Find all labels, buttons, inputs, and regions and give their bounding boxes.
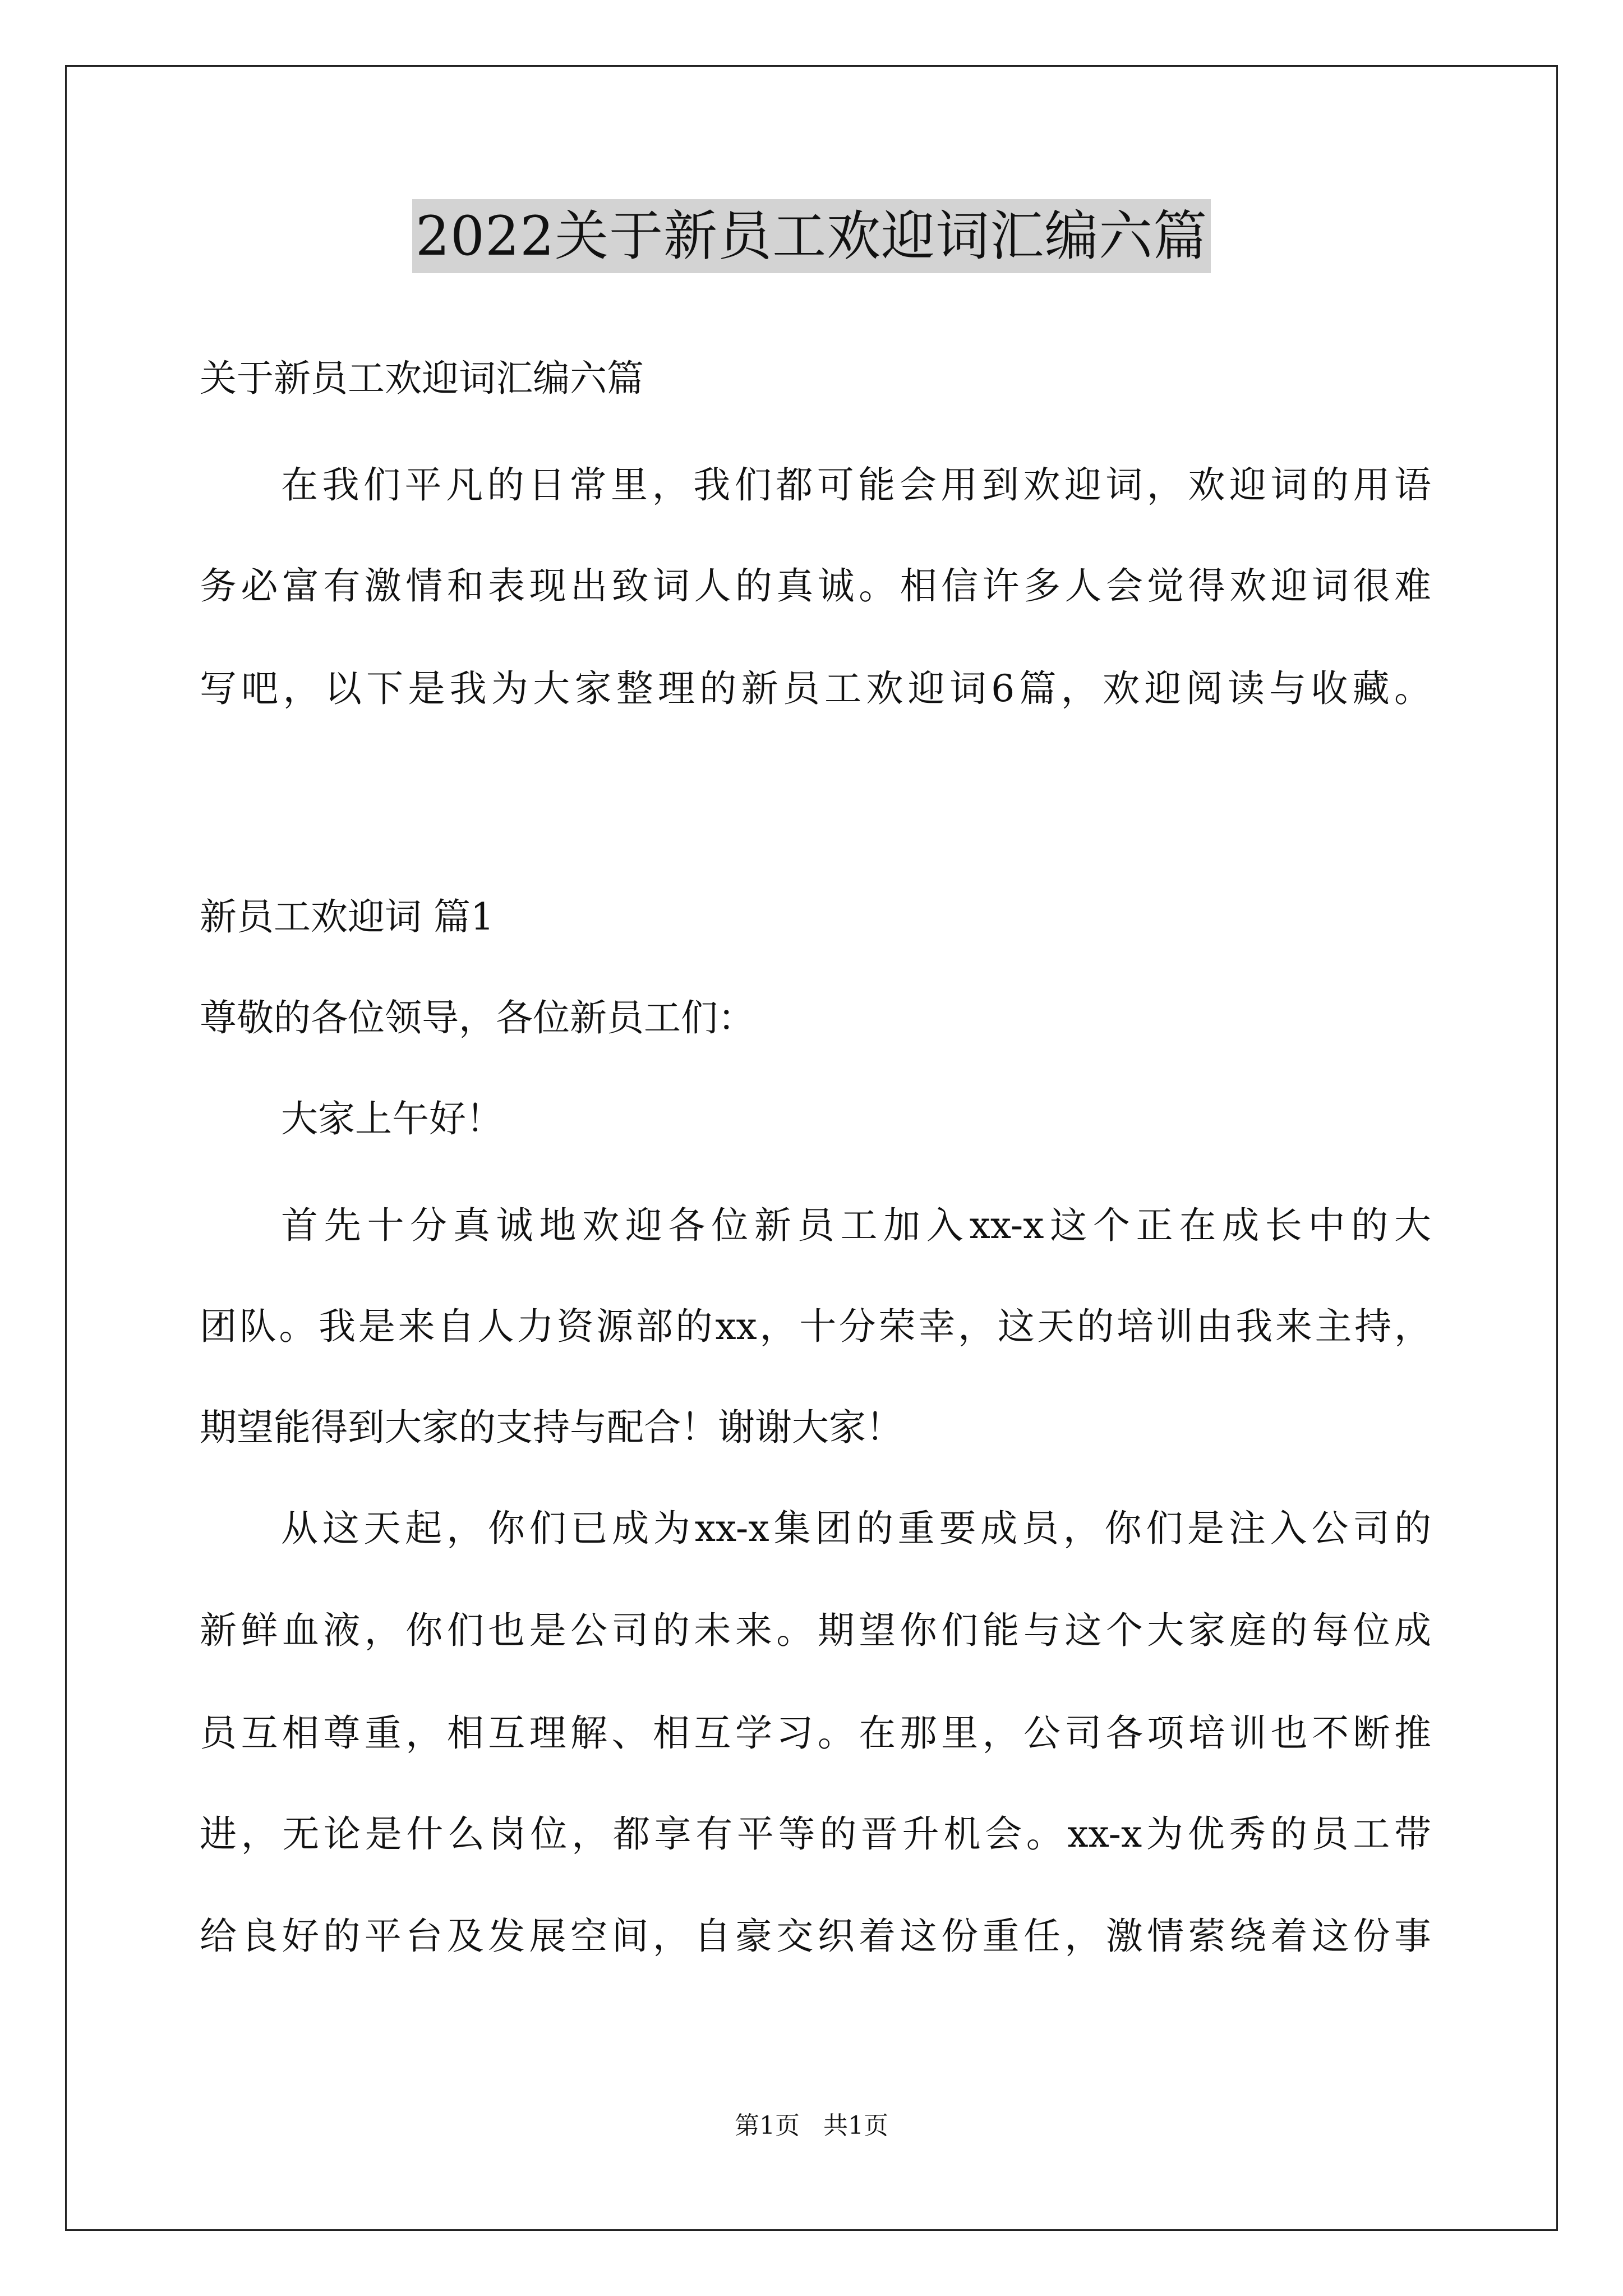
paragraph2-line-5: 给良好的平台及发展空间，自豪交织着这份重任，激情萦绕着这份事 [200, 1915, 1431, 1958]
document-subtitle: 关于新员工欢迎词汇编六篇 [200, 357, 644, 400]
salutation: 尊敬的各位领导，各位新员工们： [200, 996, 755, 1039]
greeting: 大家上午好！ [281, 1097, 503, 1140]
paragraph2-line-4: 进，无论是什么岗位，都享有平等的晋升机会。xx-x为优秀的员工带 [200, 1812, 1431, 1856]
page-number-footer: 第1页 共1页 [735, 2111, 888, 2140]
paragraph1-line-2: 团队。我是来自人力资源部的xx，十分荣幸，这天的培训由我来主持， [200, 1305, 1431, 1348]
section-heading: 新员工欢迎词 篇1 [200, 895, 494, 938]
paragraph1-line-3: 期望能得到大家的支持与配合！谢谢大家！ [200, 1406, 903, 1449]
intro-line-3: 写吧，以下是我为大家整理的新员工欢迎词6篇，欢迎阅读与收藏。 [200, 667, 1431, 710]
paragraph1-line-1: 首先十分真诚地欢迎各位新员工加入xx-x这个正在成长中的大 [281, 1204, 1431, 1247]
document-title: 2022关于新员工欢迎词汇编六篇 [412, 199, 1211, 273]
intro-line-1: 在我们平凡的日常里，我们都可能会用到欢迎词，欢迎词的用语 [281, 463, 1431, 507]
paragraph2-line-2: 新鲜血液，你们也是公司的未来。期望你们能与这个大家庭的每位成 [200, 1609, 1431, 1652]
paragraph2-line-1: 从这天起，你们已成为xx-x集团的重要成员，你们是注入公司的 [281, 1507, 1431, 1550]
document-title-container [0, 199, 1623, 273]
intro-line-2: 务必富有激情和表现出致词人的真诚。相信许多人会觉得欢迎词很难 [200, 564, 1431, 608]
paragraph2-line-3: 员互相尊重，相互理解、相互学习。在那里，公司各项培训也不断推 [200, 1711, 1431, 1755]
